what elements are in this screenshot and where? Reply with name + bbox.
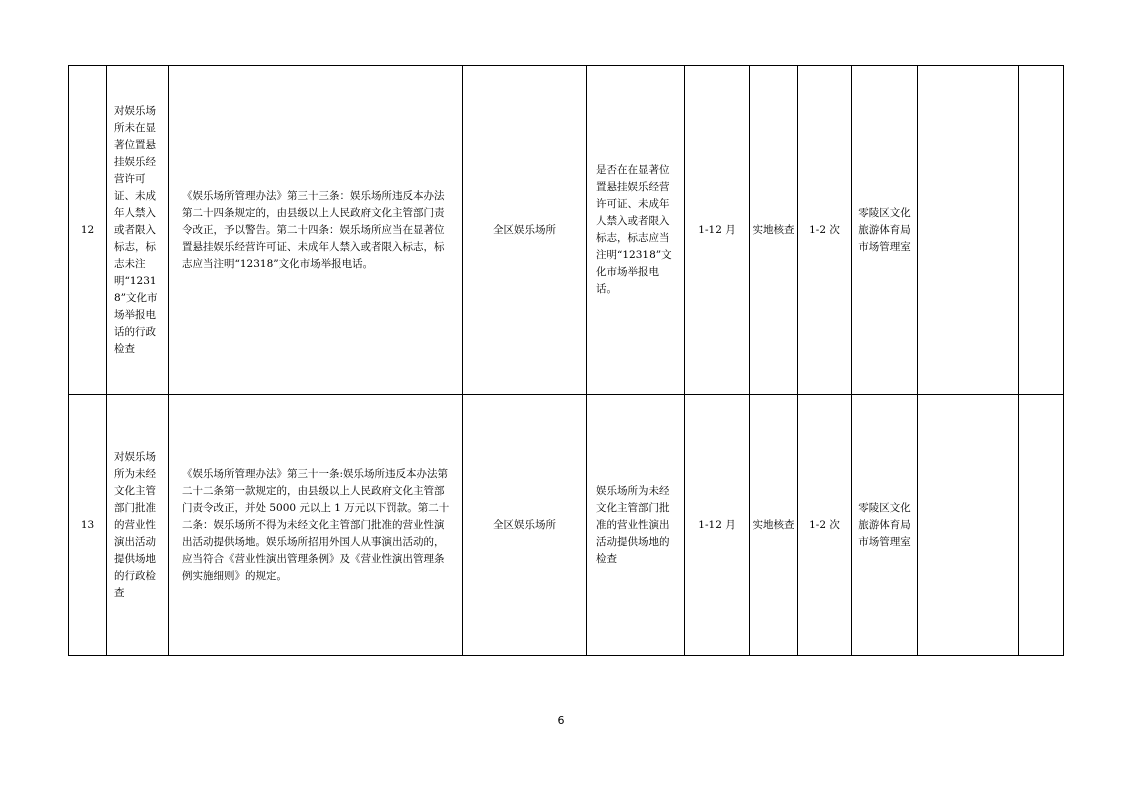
inspection-time: 1-12 月 xyxy=(685,395,750,656)
inspection-scope: 全区娱乐场所 xyxy=(463,66,587,395)
responsible-department: 零陵区文化旅游体育局市场管理室 xyxy=(852,66,918,395)
row-number: 13 xyxy=(69,395,107,656)
legal-basis: 《娱乐场所管理办法》第三十一条:娱乐场所违反本办法第二十二条第一款规定的，由县级以上人民政府文化主管部门责令改正，并处 5000 元以上 1 万元以下罚款。第二十二条：娱乐场所不得为未经文化主管部门批准的营业性演出活动提供场地。娱乐场所招用外国人从事演出活动的，应当符合《营业性演出管理条例》及《营业性演出管理条例实施细则》的规定。 xyxy=(169,395,463,656)
inspection-method: 实地核查 xyxy=(750,66,798,395)
inspection-time: 1-12 月 xyxy=(685,66,750,395)
inspection-items-table xyxy=(68,65,1064,656)
row-number: 12 xyxy=(69,66,107,395)
inspection-content: 是否在在显著位置悬挂娱乐经营许可证、未成年人禁入或者限入标志，标志应当注明“12318”文化市场举报电话。 xyxy=(587,66,685,395)
inspection-method: 实地核查 xyxy=(750,395,798,656)
legal-basis: 《娱乐场所管理办法》第三十三条：娱乐场所违反本办法第二十四条规定的，由县级以上人民政府文化主管部门责令改正，予以警告。第二十四条：娱乐场所应当在显著位置悬挂娱乐经营许可证、未成年人禁入或者限入标志，标志应当注明“12318”文化市场举报电话。 xyxy=(169,66,463,395)
inspection-frequency: 1-2 次 xyxy=(798,66,852,395)
responsible-department: 零陵区文化旅游体育局市场管理室 xyxy=(852,395,918,656)
blank-cell xyxy=(1019,395,1064,656)
blank-cell xyxy=(918,66,1019,395)
inspection-scope: 全区娱乐场所 xyxy=(463,395,587,656)
table-row xyxy=(69,395,1064,656)
page-number: 6 xyxy=(557,714,565,727)
inspection-frequency: 1-2 次 xyxy=(798,395,852,656)
blank-cell xyxy=(1019,66,1064,395)
blank-cell xyxy=(918,395,1019,656)
table-row xyxy=(69,66,1064,395)
inspection-item: 对娱乐场所未在显著位置悬挂娱乐经营许可证、未成年人禁入或者限入标志，标志未注明“12318”文化市场举报电话的行政检查 xyxy=(107,66,169,395)
inspection-content: 娱乐场所为未经文化主管部门批准的营业性演出活动提供场地的检查 xyxy=(587,395,685,656)
inspection-item: 对娱乐场所为未经文化主管部门批准的营业性演出活动提供场地的行政检查 xyxy=(107,395,169,656)
